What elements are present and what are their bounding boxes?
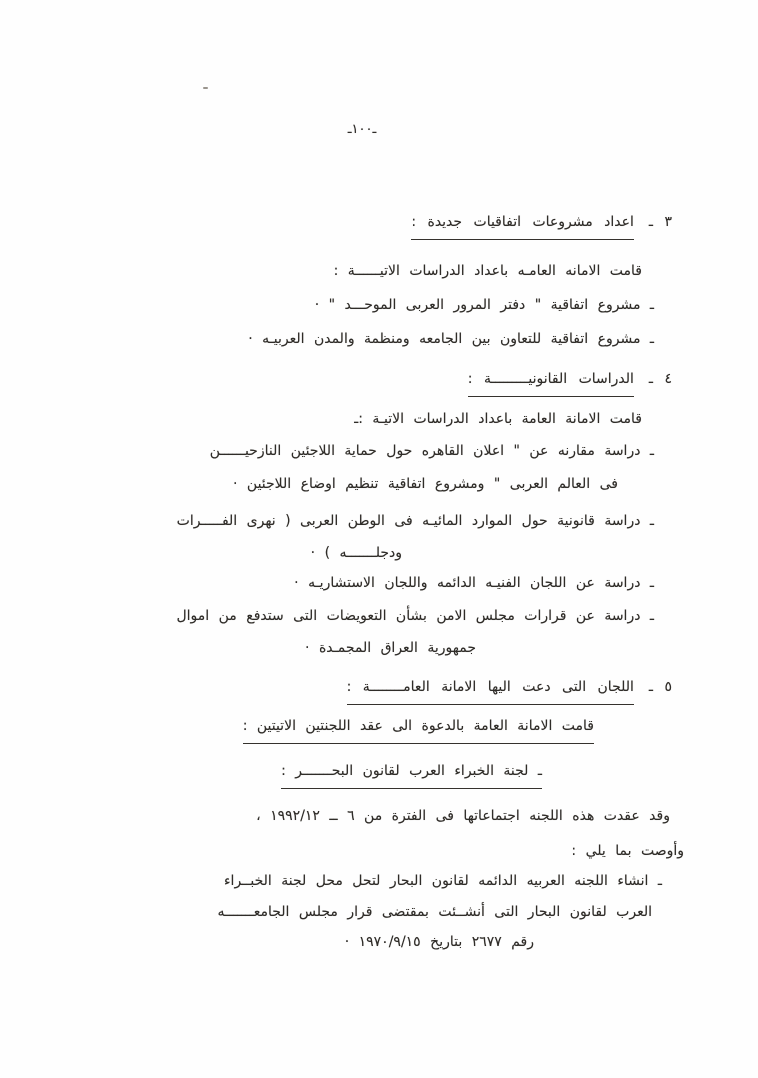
- section-5-heading: [347, 677, 672, 705]
- committee-paragraph-line-2: وأوصت بما يلي :: [571, 843, 684, 859]
- section-4-item-3: ـ دراسة عن اللجان الفنيـه الدائمه واللجان الاستشاريـه ·: [294, 575, 654, 591]
- section-4-item-2-line-2: ودجلـــــــه ) ·: [310, 545, 402, 561]
- section-5-number: ٥ ـ: [648, 679, 672, 695]
- page-number: ـ١٠٠ـ: [347, 122, 377, 137]
- committee-heading: [281, 761, 542, 789]
- section-4-item-2-line-1: ـ دراسة قانونية حول الموارد المائيـه فى الوطن العربى ( نهرى الفـــــرات: [176, 513, 654, 529]
- section-3-heading: [411, 212, 672, 240]
- committee-paragraph-line-1: وقد عقدت هذه اللجنه اجتماعاتها فى الفترة من ٦ ــ ١٩٩٢/١٢ ،: [256, 808, 670, 824]
- section-4-item-1-line-2: فى العالم العربى " ومشروع اتفاقية تنظيم اوضاع اللاجئين ·: [233, 476, 618, 492]
- committee-paragraph-line-5: رقم ٢٦٧٧ بتاريخ ١٩٧٠/٩/١٥ ·: [344, 934, 534, 950]
- committee-paragraph-line-4: العرب لقانون البحار التى أنشــئت بمقتضى قرار مجلس الجامعـــــــه: [217, 904, 652, 920]
- section-4-number: ٤ ـ: [648, 371, 672, 387]
- section-4-title: الدراسات القانونيـــــــــة :: [468, 369, 634, 397]
- section-4-item-1-line-1: ـ دراسة مقارنه عن " اعلان القاهره حول حماية اللاجئين النازحيــــــن: [209, 443, 654, 459]
- scan-speck-artifact: [203, 87, 208, 89]
- committee-heading-text: ـ لجنة الخبراء العرب لقانون البحـــــــر :: [281, 761, 542, 789]
- section-3-number: ٣ ـ: [648, 214, 672, 230]
- section-4-heading: [468, 369, 672, 397]
- section-4-item-4-line-1: ـ دراسة عن قرارات مجلس الامن بشأن التعويضات التى ستدفع من اموال: [176, 608, 654, 624]
- section-5-title: اللجان التى دعت اليها الامانة العامــــــــة :: [347, 677, 634, 705]
- section-5-intro: [243, 716, 594, 744]
- section-4-intro: قامت الامانة العامة باعداد الدراسات الاتيـة :ـ: [354, 411, 642, 427]
- section-3-intro: قامت الامانه العامـه باعداد الدراسات الاتيــــــة :: [333, 263, 642, 279]
- committee-paragraph-line-3: ـ انشاء اللجنه العربيه الدائمه لقانون البحار لتحل محل لجنة الخبــراء: [223, 873, 662, 889]
- section-3-item-1: ـ مشروع اتفاقية " دفتر المرور العربى الموحـــد " ·: [314, 297, 654, 313]
- section-5-intro-text: قامت الامانة العامة بالدعوة الى عقد اللجنتين الاتيتين :: [243, 716, 594, 744]
- section-4-item-4-line-2: جمهورية العراق المجمـدة ·: [305, 640, 476, 656]
- section-3-item-2: ـ مشروع اتفاقية للتعاون بين الجامعه ومنظمة والمدن العربيـه ·: [248, 331, 654, 347]
- section-3-title: اعداد مشروعات اتفاقيات جديدة :: [411, 212, 634, 240]
